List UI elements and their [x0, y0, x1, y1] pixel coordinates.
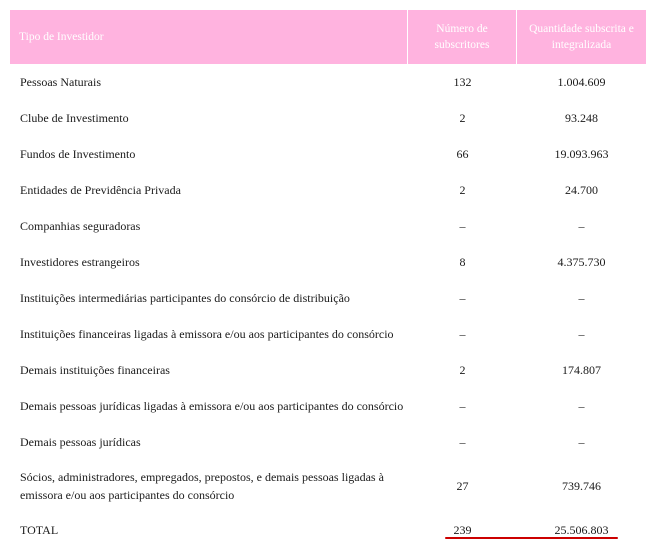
header-quantity: Quantidade subscrita e integralizada: [517, 10, 646, 64]
table-row: [10, 172, 646, 208]
table-row: [10, 388, 646, 424]
row-subscriber-count: 8: [459, 254, 466, 269]
row-investor-type: Sócios, administradores, empregados, prepostos, e demais pessoas ligadas à emissora e/ou aos participantes do consórcio: [20, 470, 384, 502]
row-quantity: 19.093.963: [554, 146, 609, 161]
table-row: [10, 100, 646, 136]
total-quantity: 25.506.803: [554, 522, 609, 537]
row-quantity: –: [578, 398, 585, 413]
row-quantity: 739.746: [562, 479, 601, 493]
row-investor-type: Demais pessoas jurídicas ligadas à emissora e/ou aos participantes do consórcio: [20, 398, 404, 413]
row-subscriber-count: 66: [456, 146, 469, 161]
row-investor-type: Fundos de Investimento: [20, 146, 136, 161]
row-investor-type: Pessoas Naturais: [20, 74, 101, 89]
row-subscriber-count: –: [459, 290, 466, 305]
row-subscriber-count: 2: [459, 362, 466, 377]
investor-table-container: [10, 10, 646, 548]
table-row: [10, 424, 646, 460]
row-investor-type: Clube de Investimento: [20, 110, 129, 125]
row-investor-type: Investidores estrangeiros: [20, 254, 140, 269]
row-investor-type: Instituições intermediárias participantes do consórcio de distribuição: [20, 290, 350, 305]
investor-table: [10, 10, 646, 548]
row-quantity: –: [578, 326, 585, 341]
row-subscriber-count: 2: [459, 182, 466, 197]
row-investor-type: Demais instituições financeiras: [20, 362, 170, 377]
row-quantity: 93.248: [565, 110, 598, 125]
table-row: [10, 460, 646, 512]
row-subscriber-count: –: [459, 434, 466, 449]
row-quantity: –: [578, 218, 585, 233]
row-quantity: –: [578, 434, 585, 449]
table-body: [10, 64, 646, 548]
header-row: [10, 10, 646, 64]
row-investor-type: Instituições financeiras ligadas à emissora e/ou aos participantes do consórcio: [20, 326, 394, 341]
total-subscriber-count: 239: [453, 522, 472, 537]
row-quantity: 24.700: [565, 182, 598, 197]
total-row: [10, 512, 646, 548]
header-investor-type: Tipo de Investidor: [10, 10, 408, 64]
total-highlight-underline: [445, 537, 618, 539]
header-subscriber-count: Número de subscritores: [408, 10, 517, 64]
total-label: TOTAL: [20, 522, 59, 537]
row-subscriber-count: 27: [456, 479, 469, 493]
row-quantity: 1.004.609: [557, 74, 606, 89]
table-row: [10, 316, 646, 352]
row-subscriber-count: –: [459, 218, 466, 233]
row-quantity: 4.375.730: [557, 254, 606, 269]
row-subscriber-count: –: [459, 326, 466, 341]
row-investor-type: Demais pessoas jurídicas: [20, 434, 141, 449]
table-row: [10, 208, 646, 244]
table-row: [10, 64, 646, 100]
row-investor-type: Entidades de Previdência Privada: [20, 182, 181, 197]
table-row: [10, 244, 646, 280]
row-quantity: 174.807: [562, 362, 601, 377]
row-investor-type: Companhias seguradoras: [20, 218, 141, 233]
table-row: [10, 136, 646, 172]
row-subscriber-count: –: [459, 398, 466, 413]
table-row: [10, 352, 646, 388]
row-quantity: –: [578, 290, 585, 305]
row-subscriber-count: 132: [453, 74, 472, 89]
row-subscriber-count: 2: [459, 110, 466, 125]
table-header: [10, 10, 646, 64]
table-row: [10, 280, 646, 316]
